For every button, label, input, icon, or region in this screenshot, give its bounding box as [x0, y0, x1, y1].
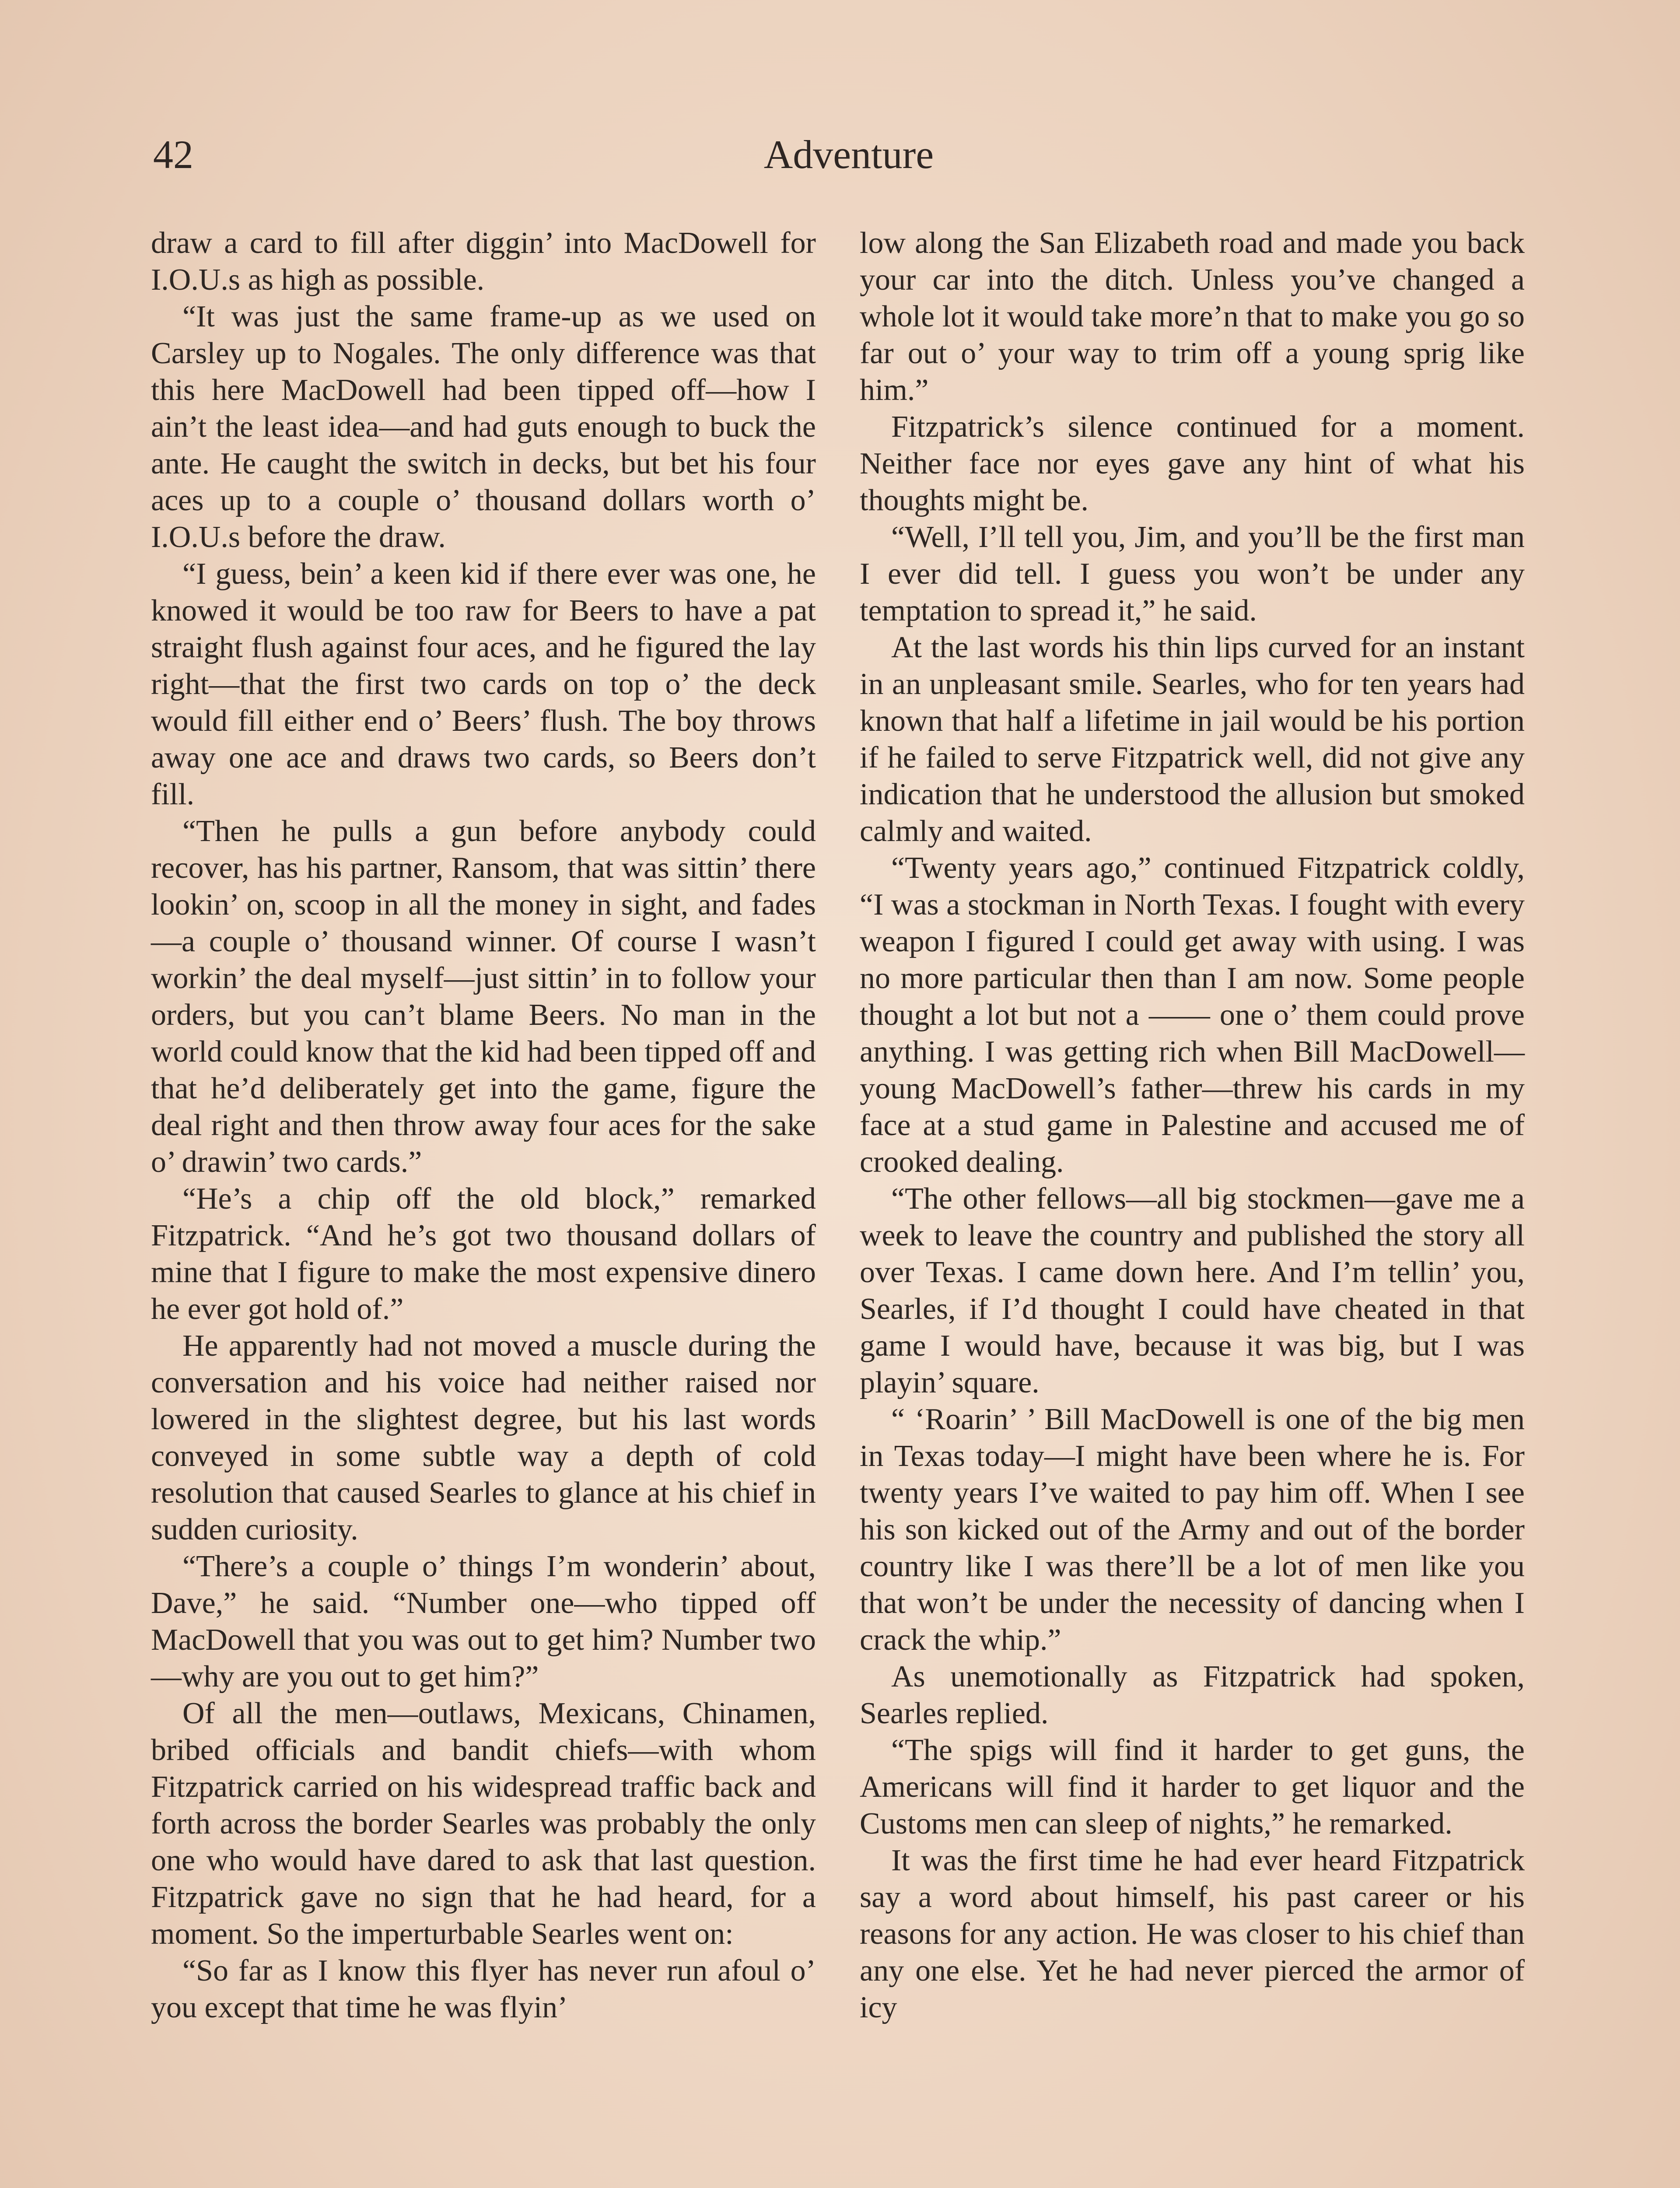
- paragraph: As unemotionally as Fitzpatrick had spoken, Searles replied.: [860, 1660, 1525, 1730]
- paragraph: “It was just the same frame-up as we used on Carsley up to Nogales. The only difference was that this here MacDowell had been tipped off—how I ain’t the least idea—and had guts enough to buck the ante. He caught the switch in decks, but bet his four aces up to a couple o’ thousand dollars worth o’ I.O.U.s before the draw.: [151, 300, 816, 554]
- paragraph: draw a card to fill after diggin’ into MacDowell for I.O.U.s as high as possible.: [151, 226, 816, 297]
- magazine-title: Adventure: [763, 132, 934, 177]
- paragraph: “The other fellows—all big stockmen—gave me a week to leave the country and published the story all over Texas. I came down here. And I’m tellin’ you, Searles, if I’d thought I could have cheated in that game I would have, because it was big, but I was playin’ square.: [860, 1182, 1525, 1399]
- paragraph: “So far as I know this flyer has never run afoul o’ you except that time he was flyin’: [151, 1954, 816, 2024]
- paragraph: low along the San Elizabeth road and made you back your car into the ditch. Unless you’ve changed a whole lot it would take more’n that to make you go so far out o’ your way to trim off a young sprig like him.”: [860, 226, 1525, 407]
- paragraph: “Then he pulls a gun before anybody could recover, has his partner, Ransom, that was sittin’ there lookin’ on, scoop in all the money in sight, and fades—a couple o’ thousand winner. Of course I wasn’t workin’ the deal myself—just sittin’ in to follow your orders, but you can’t blame Beers. No man in the world could know that the kid had been tipped off and that he’d deliberately get into the game, figure the deal right and then throw away four aces for the sake o’ drawin’ two cards.”: [151, 814, 816, 1179]
- paragraph: “Well, I’ll tell you, Jim, and you’ll be the first man I ever did tell. I guess you won’t be under any temptation to spread it,” he said.: [860, 520, 1525, 628]
- paragraph: He apparently had not moved a muscle during the conversation and his voice had neither raised nor lowered in the slightest degree, but his last words conveyed in some subtle way a depth of cold resolution that caused Searles to glance at his chief in sudden curiosity.: [151, 1329, 816, 1546]
- paragraph: “The spigs will find it harder to get guns, the Americans will find it harder to get liquor and the Customs men can sleep of nights,” he remarked.: [860, 1733, 1525, 1841]
- paragraph: Fitzpatrick’s silence continued for a moment. Neither face nor eyes gave any hint of what his thoughts might be.: [860, 410, 1525, 517]
- paragraph: At the last words his thin lips curved for an instant in an unpleasant smile. Searles, who for ten years had known that half a lifetime in jail would be his portion if he failed to serve Fitzpatrick well, did not give any indication that he understood the allusion but smoked calmly and waited.: [860, 631, 1525, 848]
- paragraph: “Twenty years ago,” continued Fitzpatrick coldly, “I was a stockman in North Texas. I fought with every weapon I figured I could get away with using. I was no more particular then than I am now. Some people thought a lot but not a —— one o’ them could prove anything. I was getting rich when Bill MacDowell—young MacDowell’s father—threw his cards in my face at a stud game in Palestine and accused me of crooked dealing.: [860, 851, 1525, 1179]
- paragraph: “I guess, bein’ a keen kid if there ever was one, he knowed it would be too raw for Beers to have a pat straight flush against four aces, and he figured the lay right—that the first two cards on top o’ the deck would fill either end o’ Beers’ flush. The boy throws away one ace and draws two cards, so Beers don’t fill.: [151, 557, 816, 811]
- paragraph: It was the first time he had ever heard Fitzpatrick say a word about himself, his past career or his reasons for any action. He was closer to his chief than any one else. Yet he had never pierced the armor of icy: [860, 1844, 1525, 2024]
- page-header: [153, 131, 1544, 188]
- left-column: [151, 225, 816, 2026]
- paragraph: “He’s a chip off the old block,” remarked Fitzpatrick. “And he’s got two thousand dollars of mine that I figure to make the most expensive dinero he ever got hold of.”: [151, 1182, 816, 1326]
- paragraph: “There’s a couple o’ things I’m wonderin’ about, Dave,” he said. “Number one—who tipped off MacDowell that you was out to get him? Number two—why are you out to get him?”: [151, 1550, 816, 1694]
- paragraph: Of all the men—outlaws, Mexicans, Chinamen, bribed officials and bandit chiefs—with whom Fitzpatrick carried on his widespread traffic back and forth across the border Searles was probably the only one who would have dared to ask that last question. Fitzpatrick gave no sign that he had heard, for a moment. So the imperturbable Searles went on:: [151, 1697, 816, 1951]
- page-number: 42: [153, 132, 193, 177]
- right-column: [860, 225, 1525, 2026]
- paragraph: “ ‘Roarin’ ’ Bill MacDowell is one of the big men in Texas today—I might have been where he is. For twenty years I’ve waited to pay him off. When I see his son kicked out of the Army and out of the border country like I was there’ll be a lot of men like you that won’t be under the necessity of dancing when I crack the whip.”: [860, 1403, 1525, 1657]
